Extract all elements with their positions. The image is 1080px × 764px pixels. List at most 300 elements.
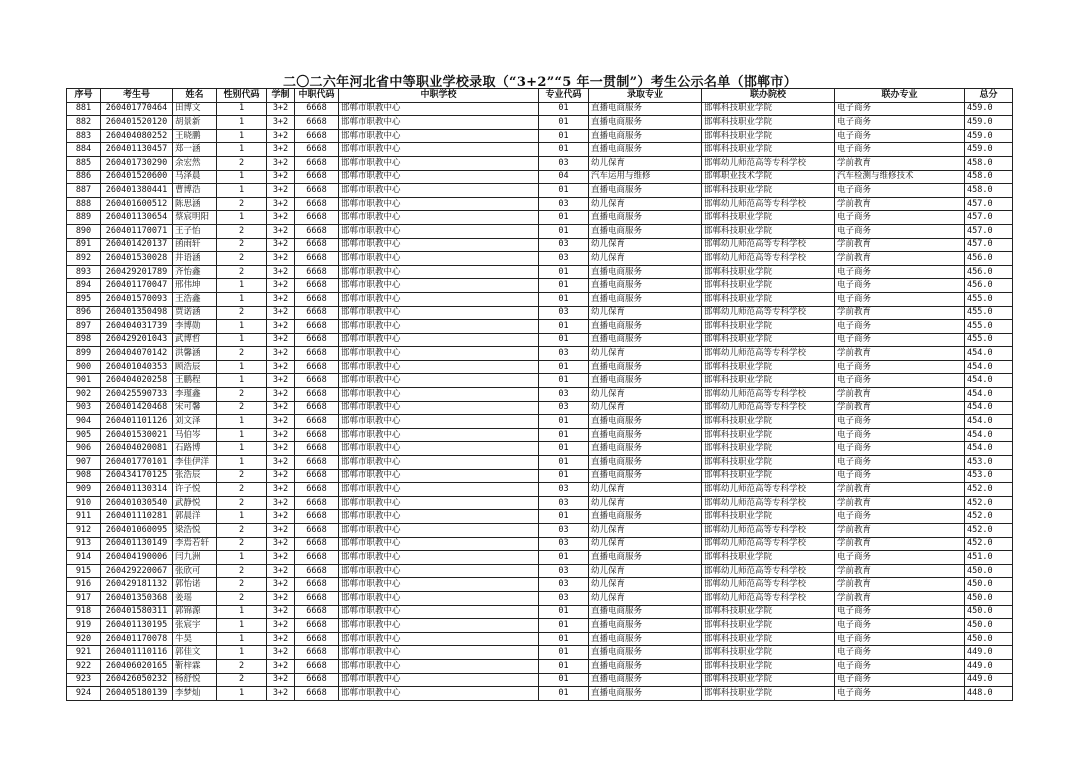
col-program-length-cell: 3+2 (267, 469, 295, 483)
table-row (67, 510, 1013, 524)
col-program-length-cell: 3+2 (267, 524, 295, 538)
col-gender-code-cell: 2 (217, 537, 267, 551)
col-total-score-cell: 456.0 (965, 279, 1013, 293)
col-partner-college-cell: 邯郸幼儿师范高等专科学校 (702, 306, 835, 320)
col-name-cell: 姜瑶 (173, 591, 217, 605)
col-total-score-cell: 458.0 (965, 170, 1013, 184)
table-row (67, 306, 1013, 320)
table-row (67, 605, 1013, 619)
col-seq-cell: 894 (67, 279, 101, 293)
col-school-cell: 邯郸市职教中心 (339, 456, 539, 470)
col-partner-major-cell: 电子商务 (835, 143, 965, 157)
col-name-cell: 闫九洲 (173, 551, 217, 565)
col-program-length-cell: 3+2 (267, 510, 295, 524)
col-partner-major-cell: 学前教育 (835, 564, 965, 578)
col-exam-no-cell: 260434170125 (101, 469, 173, 483)
col-school-code-cell: 6668 (295, 320, 339, 334)
table-row (67, 537, 1013, 551)
col-seq-cell: 901 (67, 374, 101, 388)
col-total-score-cell: 450.0 (965, 591, 1013, 605)
col-partner-college-cell: 邯郸科技职业学院 (702, 320, 835, 334)
col-major-code-cell: 03 (539, 238, 589, 252)
col-partner-college-cell: 邯郸科技职业学院 (702, 265, 835, 279)
col-partner-college-cell: 邯郸幼儿师范高等专科学校 (702, 524, 835, 538)
col-name-cell: 郭晨洋 (173, 510, 217, 524)
col-school-cell: 邯郸市职教中心 (339, 265, 539, 279)
col-total-score-cell: 450.0 (965, 619, 1013, 633)
col-school-code-cell: 6668 (295, 156, 339, 170)
col-partner-college-cell: 邯郸幼儿师范高等专科学校 (702, 401, 835, 415)
col-partner-college-cell: 邯郸幼儿师范高等专科学校 (702, 564, 835, 578)
col-major-code-cell: 01 (539, 129, 589, 143)
col-major-code-cell: 01 (539, 360, 589, 374)
col-seq-cell: 904 (67, 415, 101, 429)
col-name-cell: 张浩辰 (173, 469, 217, 483)
col-school-cell: 邯郸市职教中心 (339, 306, 539, 320)
col-major-cell: 直播电商服务 (589, 673, 702, 687)
col-major-code-cell: 03 (539, 564, 589, 578)
col-school-cell: 邯郸市职教中心 (339, 510, 539, 524)
col-major-code-cell: 01 (539, 510, 589, 524)
col-school-code-cell: 6668 (295, 265, 339, 279)
col-exam-no-cell: 260401730290 (101, 156, 173, 170)
col-total-score-cell: 450.0 (965, 564, 1013, 578)
col-major-code-cell: 01 (539, 632, 589, 646)
table-row (67, 211, 1013, 225)
col-major-code-cell: 01 (539, 659, 589, 673)
col-partner-college-cell: 邯郸科技职业学院 (702, 292, 835, 306)
col-partner-major-cell: 学前教育 (835, 388, 965, 402)
col-major-cell: 幼儿保育 (589, 524, 702, 538)
col-major-cell: 直播电商服务 (589, 659, 702, 673)
col-major-code-cell: 01 (539, 143, 589, 157)
col-gender-code-cell: 1 (217, 129, 267, 143)
col-partner-major-cell: 学前教育 (835, 252, 965, 266)
col-school-cell: 邯郸市职教中心 (339, 591, 539, 605)
col-exam-no-cell: 260401380441 (101, 184, 173, 198)
col-program-length-cell: 3+2 (267, 564, 295, 578)
col-partner-college-cell: 邯郸幼儿师范高等专科学校 (702, 388, 835, 402)
col-major-code-cell: 03 (539, 578, 589, 592)
col-exam-no-cell: 260401170047 (101, 279, 173, 293)
col-gender-code-cell: 1 (217, 116, 267, 130)
table-row (67, 360, 1013, 374)
col-seq-cell: 921 (67, 646, 101, 660)
col-seq-cell: 898 (67, 333, 101, 347)
col-school-code-cell: 6668 (295, 388, 339, 402)
table-row (67, 591, 1013, 605)
col-school-code-cell: 6668 (295, 401, 339, 415)
col-major-code-cell: 01 (539, 415, 589, 429)
col-seq-cell: 885 (67, 156, 101, 170)
col-major-cell: 直播电商服务 (589, 619, 702, 633)
col-school-code-cell: 6668 (295, 252, 339, 266)
col-school-code-cell: 6668 (295, 347, 339, 361)
col-major-code-cell: 01 (539, 442, 589, 456)
col-program-length-cell: 3+2 (267, 415, 295, 429)
col-name-cell: 武静悦 (173, 496, 217, 510)
col-name-cell: 李佳伊洋 (173, 456, 217, 470)
col-program-length-cell: 3+2 (267, 224, 295, 238)
table-row (67, 333, 1013, 347)
col-seq-cell: 920 (67, 632, 101, 646)
col-partner-college-cell: 邯郸科技职业学院 (702, 442, 835, 456)
col-major-cell: 直播电商服务 (589, 143, 702, 157)
col-school-code-cell: 6668 (295, 456, 339, 470)
col-school-code-cell: 6668 (295, 537, 339, 551)
col-school-cell: 邯郸市职教中心 (339, 537, 539, 551)
col-total-score-cell: 452.0 (965, 496, 1013, 510)
col-major-cell: 直播电商服务 (589, 374, 702, 388)
col-partner-college-cell: 邯郸科技职业学院 (702, 116, 835, 130)
col-gender-code-cell: 1 (217, 292, 267, 306)
col-major-code-cell: 01 (539, 292, 589, 306)
col-gender-code-cell: 1 (217, 333, 267, 347)
col-program-length-cell: 3+2 (267, 292, 295, 306)
table-row (67, 374, 1013, 388)
col-exam-no-cell: 260401130654 (101, 211, 173, 225)
col-partner-major-cell: 学前教育 (835, 401, 965, 415)
table-row (67, 116, 1013, 130)
col-major-cell: 幼儿保育 (589, 401, 702, 415)
col-school-cell: 邯郸市职教中心 (339, 170, 539, 184)
col-school-cell: 邯郸市职教中心 (339, 428, 539, 442)
col-total-score-cell: 453.0 (965, 469, 1013, 483)
col-name-cell: 李瑾鑫 (173, 388, 217, 402)
col-total-score-cell: 459.0 (965, 102, 1013, 116)
col-name-cell: 蔡宸明阳 (173, 211, 217, 225)
col-seq-cell: 909 (67, 483, 101, 497)
col-school-code-cell: 6668 (295, 238, 339, 252)
col-partner-major-cell: 电子商务 (835, 102, 965, 116)
col-name-cell: 胡景新 (173, 116, 217, 130)
col-seq-cell: 906 (67, 442, 101, 456)
col-exam-no-cell: 260429201043 (101, 333, 173, 347)
col-total-score-cell: 455.0 (965, 292, 1013, 306)
col-total-score-cell: 449.0 (965, 673, 1013, 687)
col-partner-college-cell: 邯郸科技职业学院 (702, 129, 835, 143)
col-name-cell: 郭佳文 (173, 646, 217, 660)
col-seq-cell: 896 (67, 306, 101, 320)
col-partner-major-cell: 学前教育 (835, 306, 965, 320)
col-gender-code-cell: 2 (217, 156, 267, 170)
col-gender-code-cell: 1 (217, 551, 267, 565)
table-row (67, 401, 1013, 415)
col-total-score-cell: 454.0 (965, 401, 1013, 415)
col-major-code-cell: 03 (539, 483, 589, 497)
col-program-length-cell: 3+2 (267, 360, 295, 374)
col-gender-code-cell: 1 (217, 360, 267, 374)
col-major-cell: 幼儿保育 (589, 578, 702, 592)
col-name-cell: 宋可馨 (173, 401, 217, 415)
col-gender-code-cell: 1 (217, 170, 267, 184)
col-school-code-cell: 6668 (295, 415, 339, 429)
col-partner-college-cell: 邯郸科技职业学院 (702, 428, 835, 442)
col-major-code-header: 专业代码 (539, 89, 589, 103)
col-name-cell: 顾浩辰 (173, 360, 217, 374)
col-major-code-cell: 03 (539, 537, 589, 551)
col-major-code-cell: 01 (539, 211, 589, 225)
col-partner-major-cell: 学前教育 (835, 483, 965, 497)
col-name-cell: 郭锦源 (173, 605, 217, 619)
col-name-cell: 王晓鹏 (173, 129, 217, 143)
col-seq-cell: 886 (67, 170, 101, 184)
col-total-score-cell: 459.0 (965, 143, 1013, 157)
col-major-cell: 幼儿保育 (589, 496, 702, 510)
col-seq-cell: 919 (67, 619, 101, 633)
col-total-score-cell: 452.0 (965, 483, 1013, 497)
col-major-code-cell: 01 (539, 605, 589, 619)
col-exam-no-cell: 260401130195 (101, 619, 173, 633)
col-program-length-cell: 3+2 (267, 374, 295, 388)
col-partner-college-cell: 邯郸科技职业学院 (702, 619, 835, 633)
col-seq-cell: 883 (67, 129, 101, 143)
col-partner-college-cell: 邯郸幼儿师范高等专科学校 (702, 156, 835, 170)
col-seq-cell: 887 (67, 184, 101, 198)
table-row (67, 292, 1013, 306)
col-school-cell: 邯郸市职教中心 (339, 564, 539, 578)
col-gender-code-cell: 2 (217, 265, 267, 279)
col-major-header: 录取专业 (589, 89, 702, 103)
col-seq-cell: 908 (67, 469, 101, 483)
table-row (67, 197, 1013, 211)
col-major-code-cell: 03 (539, 591, 589, 605)
col-total-score-cell: 450.0 (965, 578, 1013, 592)
col-total-score-cell: 459.0 (965, 116, 1013, 130)
col-major-code-cell: 03 (539, 388, 589, 402)
col-partner-college-cell: 邯郸科技职业学院 (702, 415, 835, 429)
col-partner-college-cell: 邯郸科技职业学院 (702, 673, 835, 687)
col-major-code-cell: 01 (539, 673, 589, 687)
col-major-cell: 幼儿保育 (589, 388, 702, 402)
col-school-code-cell: 6668 (295, 442, 339, 456)
col-exam-no-cell: 260401040353 (101, 360, 173, 374)
col-partner-major-cell: 电子商务 (835, 415, 965, 429)
col-exam-no-cell: 260425590733 (101, 388, 173, 402)
col-name-cell: 马伯岑 (173, 428, 217, 442)
col-major-cell: 直播电商服务 (589, 129, 702, 143)
col-school-cell: 邯郸市职教中心 (339, 143, 539, 157)
col-major-cell: 幼儿保育 (589, 156, 702, 170)
col-major-cell: 幼儿保育 (589, 564, 702, 578)
col-name-cell: 李焉若轩 (173, 537, 217, 551)
col-exam-no-cell: 260401530028 (101, 252, 173, 266)
col-name-cell: 刘文泽 (173, 415, 217, 429)
col-gender-code-cell: 1 (217, 211, 267, 225)
col-gender-code-cell: 2 (217, 224, 267, 238)
col-partner-major-cell: 学前教育 (835, 197, 965, 211)
col-exam-no-cell: 260405180139 (101, 687, 173, 701)
col-program-length-cell: 3+2 (267, 238, 295, 252)
col-program-length-cell: 3+2 (267, 306, 295, 320)
col-total-score-cell: 454.0 (965, 428, 1013, 442)
col-seq-header: 序号 (67, 89, 101, 103)
col-school-code-cell: 6668 (295, 428, 339, 442)
col-school-code-cell: 6668 (295, 496, 339, 510)
col-seq-cell: 905 (67, 428, 101, 442)
col-program-length-cell: 3+2 (267, 265, 295, 279)
col-exam-no-cell: 260401520600 (101, 170, 173, 184)
col-exam-no-cell: 260426050232 (101, 673, 173, 687)
col-exam-no-cell: 260401580311 (101, 605, 173, 619)
col-partner-major-cell: 电子商务 (835, 551, 965, 565)
col-program-length-cell: 3+2 (267, 456, 295, 470)
col-total-score-cell: 455.0 (965, 333, 1013, 347)
col-program-length-cell: 3+2 (267, 129, 295, 143)
col-name-cell: 李博勋 (173, 320, 217, 334)
col-program-length-cell: 3+2 (267, 347, 295, 361)
col-major-cell: 直播电商服务 (589, 224, 702, 238)
col-partner-major-cell: 学前教育 (835, 238, 965, 252)
col-total-score-cell: 457.0 (965, 238, 1013, 252)
col-name-cell: 张宸宇 (173, 619, 217, 633)
col-name-cell: 杨舒悦 (173, 673, 217, 687)
col-total-score-cell: 451.0 (965, 551, 1013, 565)
col-school-cell: 邯郸市职教中心 (339, 129, 539, 143)
table-header-row (67, 89, 1013, 103)
col-gender-code-cell: 2 (217, 591, 267, 605)
col-exam-no-cell: 260404190006 (101, 551, 173, 565)
col-program-length-cell: 3+2 (267, 401, 295, 415)
col-partner-major-cell: 电子商务 (835, 292, 965, 306)
table-row (67, 687, 1013, 701)
col-school-cell: 邯郸市职教中心 (339, 524, 539, 538)
col-seq-cell: 924 (67, 687, 101, 701)
col-gender-code-cell: 2 (217, 483, 267, 497)
col-major-code-cell: 01 (539, 619, 589, 633)
col-major-cell: 直播电商服务 (589, 632, 702, 646)
col-school-code-cell: 6668 (295, 687, 339, 701)
col-school-code-cell: 6668 (295, 211, 339, 225)
col-major-cell: 直播电商服务 (589, 211, 702, 225)
col-partner-college-cell: 邯郸幼儿师范高等专科学校 (702, 347, 835, 361)
col-partner-college-cell: 邯郸科技职业学院 (702, 605, 835, 619)
col-total-score-cell: 452.0 (965, 510, 1013, 524)
col-major-cell: 幼儿保育 (589, 483, 702, 497)
col-gender-code-cell: 2 (217, 347, 267, 361)
col-school-cell: 邯郸市职教中心 (339, 102, 539, 116)
col-partner-major-cell: 电子商务 (835, 279, 965, 293)
col-total-score-cell: 455.0 (965, 306, 1013, 320)
col-major-code-cell: 01 (539, 551, 589, 565)
col-program-length-cell: 3+2 (267, 156, 295, 170)
col-partner-major-cell: 学前教育 (835, 524, 965, 538)
col-total-score-cell: 454.0 (965, 360, 1013, 374)
col-name-cell: 许子悦 (173, 483, 217, 497)
col-seq-cell: 893 (67, 265, 101, 279)
col-partner-college-cell: 邯郸科技职业学院 (702, 510, 835, 524)
col-major-cell: 直播电商服务 (589, 279, 702, 293)
admission-roster-table (66, 88, 1013, 701)
col-seq-cell: 903 (67, 401, 101, 415)
col-school-cell: 邯郸市职教中心 (339, 496, 539, 510)
col-total-score-cell: 448.0 (965, 687, 1013, 701)
col-major-code-cell: 01 (539, 102, 589, 116)
table-row (67, 469, 1013, 483)
col-partner-college-cell: 邯郸幼儿师范高等专科学校 (702, 537, 835, 551)
col-exam-no-cell: 260401030540 (101, 496, 173, 510)
col-total-score-cell: 450.0 (965, 605, 1013, 619)
col-gender-code-header: 性别代码 (217, 89, 267, 103)
col-school-code-cell: 6668 (295, 306, 339, 320)
col-school-cell: 邯郸市职教中心 (339, 415, 539, 429)
col-major-cell: 幼儿保育 (589, 591, 702, 605)
col-school-cell: 邯郸市职教中心 (339, 605, 539, 619)
table-body (67, 102, 1013, 700)
col-school-code-cell: 6668 (295, 197, 339, 211)
col-major-code-cell: 01 (539, 116, 589, 130)
col-seq-cell: 884 (67, 143, 101, 157)
col-partner-major-cell: 汽车检测与维修技术 (835, 170, 965, 184)
col-partner-major-cell: 电子商务 (835, 605, 965, 619)
col-school-code-cell: 6668 (295, 360, 339, 374)
col-partner-major-cell: 电子商务 (835, 129, 965, 143)
col-program-length-cell: 3+2 (267, 578, 295, 592)
col-partner-major-cell: 电子商务 (835, 374, 965, 388)
col-name-cell: 函雨轩 (173, 238, 217, 252)
col-school-cell: 邯郸市职教中心 (339, 292, 539, 306)
col-gender-code-cell: 2 (217, 496, 267, 510)
col-program-length-cell: 3+2 (267, 320, 295, 334)
col-partner-major-cell: 电子商务 (835, 116, 965, 130)
col-school-code-cell: 6668 (295, 524, 339, 538)
col-partner-major-cell: 学前教育 (835, 347, 965, 361)
col-major-cell: 直播电商服务 (589, 442, 702, 456)
col-total-score-cell: 454.0 (965, 442, 1013, 456)
col-school-cell: 邯郸市职教中心 (339, 156, 539, 170)
col-partner-major-cell: 学前教育 (835, 537, 965, 551)
table-row (67, 238, 1013, 252)
col-partner-major-cell: 电子商务 (835, 659, 965, 673)
col-program-length-cell: 3+2 (267, 646, 295, 660)
col-major-cell: 直播电商服务 (589, 415, 702, 429)
col-school-code-cell: 6668 (295, 673, 339, 687)
col-school-cell: 邯郸市职教中心 (339, 360, 539, 374)
col-major-code-cell: 03 (539, 252, 589, 266)
col-partner-college-cell: 邯郸幼儿师范高等专科学校 (702, 238, 835, 252)
col-school-code-cell: 6668 (295, 279, 339, 293)
col-gender-code-cell: 2 (217, 659, 267, 673)
col-partner-major-cell: 学前教育 (835, 578, 965, 592)
table-row (67, 143, 1013, 157)
table-row (67, 551, 1013, 565)
col-major-cell: 幼儿保育 (589, 252, 702, 266)
col-program-length-cell: 3+2 (267, 551, 295, 565)
col-school-cell: 邯郸市职教中心 (339, 551, 539, 565)
col-gender-code-cell: 2 (217, 564, 267, 578)
col-name-cell: 靳梓霖 (173, 659, 217, 673)
col-program-length-cell: 3+2 (267, 170, 295, 184)
col-partner-college-cell: 邯郸幼儿师范高等专科学校 (702, 252, 835, 266)
table-row (67, 483, 1013, 497)
col-total-score-cell: 457.0 (965, 197, 1013, 211)
col-major-cell: 汽车运用与维修 (589, 170, 702, 184)
table-row (67, 442, 1013, 456)
col-school-code-cell: 6668 (295, 659, 339, 673)
table-row (67, 252, 1013, 266)
col-gender-code-cell: 1 (217, 632, 267, 646)
col-gender-code-cell: 1 (217, 456, 267, 470)
col-major-code-cell: 03 (539, 156, 589, 170)
col-program-length-cell: 3+2 (267, 632, 295, 646)
col-program-length-cell: 3+2 (267, 143, 295, 157)
col-school-cell: 邯郸市职教中心 (339, 224, 539, 238)
col-school-cell: 邯郸市职教中心 (339, 388, 539, 402)
col-partner-major-header: 联办专业 (835, 89, 965, 103)
table-row (67, 279, 1013, 293)
col-gender-code-cell: 1 (217, 646, 267, 660)
col-name-cell: 石路博 (173, 442, 217, 456)
